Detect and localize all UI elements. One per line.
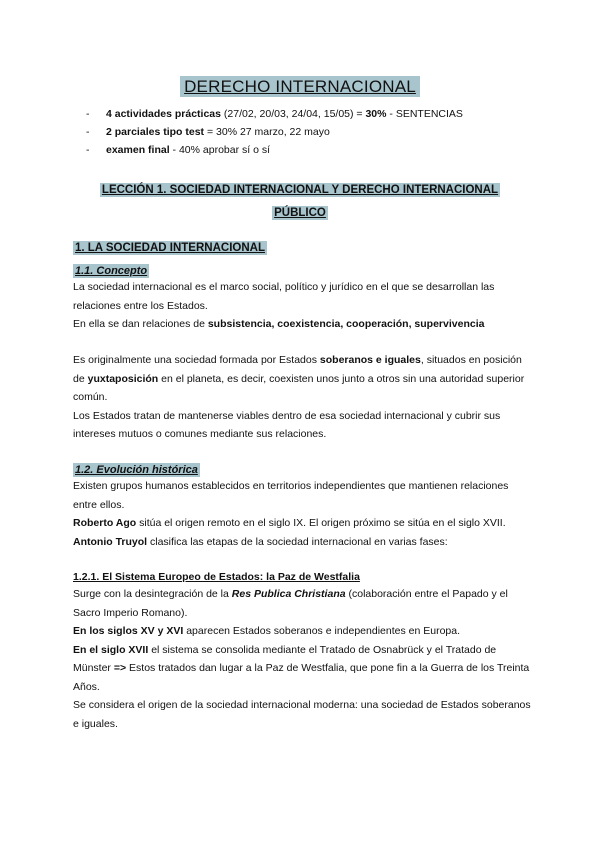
info-item-partials: - 2 parciales tipo test = 30% 27 marzo, 22 mayo (86, 123, 556, 141)
section-1-heading: 1. LA SOCIEDAD INTERNACIONAL (75, 242, 265, 254)
lesson-heading-line-1: LECCIÓN 1. SOCIEDAD INTERNACIONAL Y DERECHO INTERNACIONAL (101, 184, 499, 196)
course-info-list (86, 105, 556, 159)
section-1-1-heading: 1.1. Concepto (75, 265, 148, 277)
lesson-heading-line-2: PÚBLICO (274, 207, 326, 219)
lesson-heading (60, 178, 540, 224)
concept-paragraph-2: Es originalmente una sociedad formada por Estados soberanos e iguales, situados en posición de yuxtaposición en el planeta, es decir, coexisten unos junto a otros sin una autoridad superior común. Los Estados tratan de mantenerse viables dentro de esa sociedad internacional y cubrir sus intereses mutuos o comunes mediante sus relaciones. (73, 354, 525, 440)
section-1-2-heading: 1.2. Evolución histórica (75, 464, 198, 476)
evolution-paragraph: Existen grupos humanos establecidos en territorios independientes que mantienen relaciones entre ellos. Roberto Ago sitúa el origen remoto en el siglo IX. El origen próximo se sitúa en el siglo XVII. Antonio Truyol clasifica las etapas de la sociedad internacional en varias fases: (73, 480, 509, 548)
westphalia-paragraph: Surge con la desintegración de la Res Publica Christiana (colaboración entre el Papado y el Sacro Imperio Romano). En los siglos XV y XVI aparecen Estados soberanos e independientes en Europa. En el siglo XVII el sistema se consolida mediante el Tratado de Osnabrück y el Tratado de Münster => Estos tratados dan lugar a la Paz de Westfalia, que pone fin a la Guerra de los Treinta Años. Se considera el origen de la sociedad internacional moderna: una sociedad de Estados soberanos e iguales. (73, 588, 531, 730)
info-item-activities: - 4 actividades prácticas (27/02, 20/03, 24/04, 15/05) = 30% - SENTENCIAS (86, 105, 556, 123)
info-item-final-exam: - examen final - 40% aprobar sí o sí (86, 141, 556, 159)
concept-paragraph-1: La sociedad internacional es el marco social, político y jurídico en el que se desarrollan las relaciones entre los Estados. En ella se dan relaciones de subsistencia, coexistencia, cooperación, supervivencia (73, 281, 495, 330)
title-container (0, 76, 600, 97)
section-1-2-1-heading: 1.2.1. El Sistema Europeo de Estados: la Paz de Westfalia (73, 571, 360, 583)
document-title: DERECHO INTERNACIONAL (180, 76, 420, 97)
